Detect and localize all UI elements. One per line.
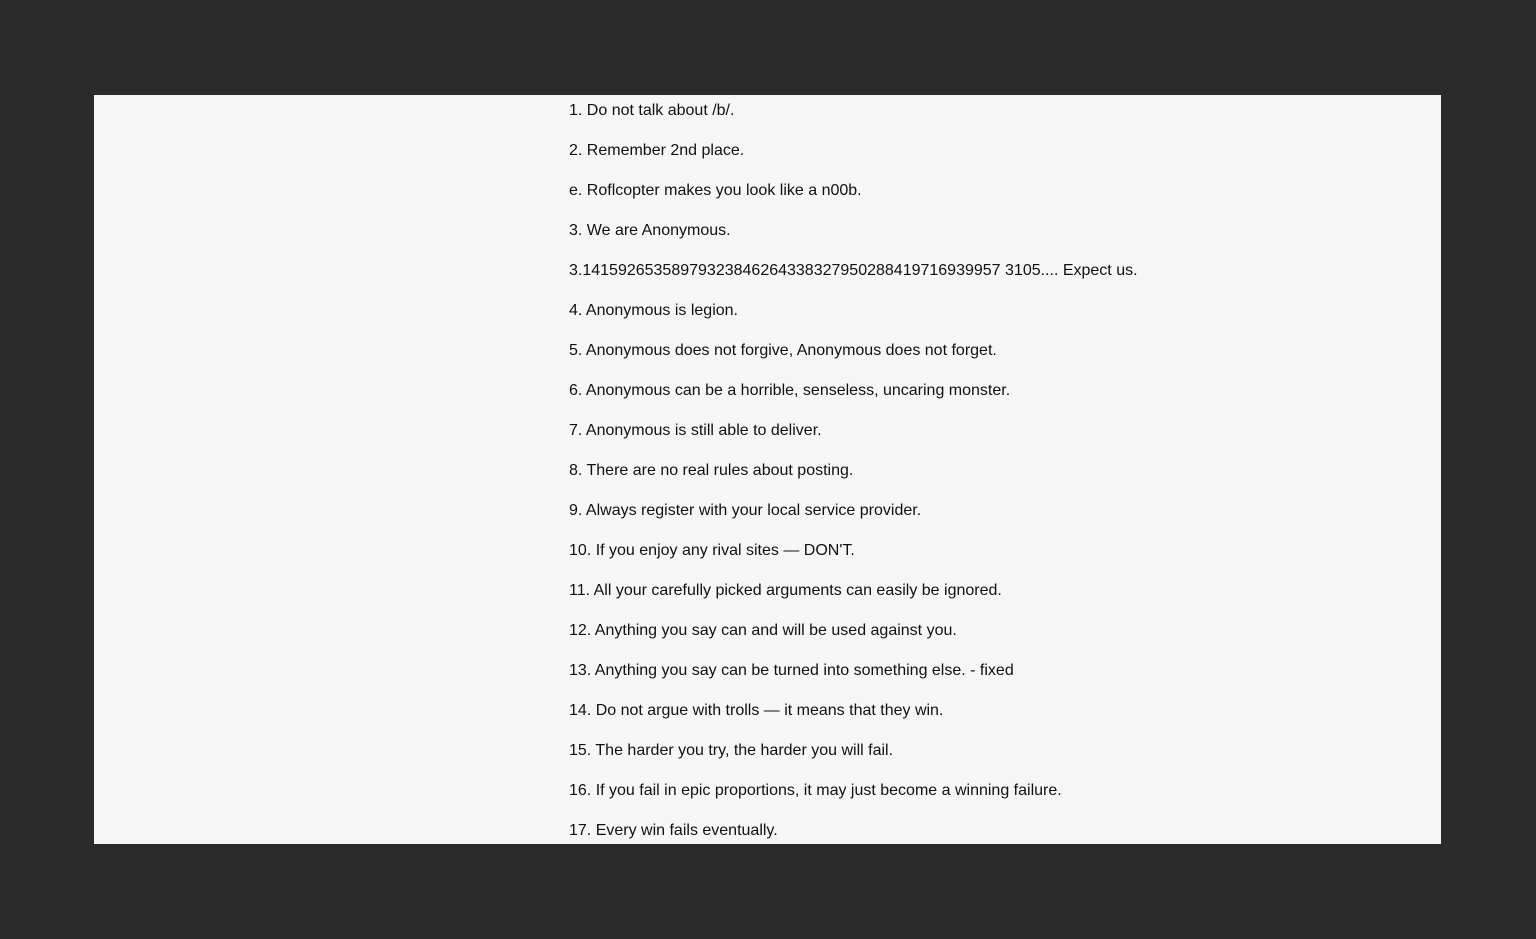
rule-item: 9. Always register with your local service provider. <box>569 502 922 519</box>
rule-item: 13. Anything you say can be turned into something else. - fixed <box>569 662 1014 679</box>
rule-item: 8. There are no real rules about posting. <box>569 462 854 479</box>
rule-item: 2. Remember 2nd place. <box>569 142 745 159</box>
rule-item: 4. Anonymous is legion. <box>569 302 738 319</box>
rule-item: 11. All your carefully picked arguments can easily be ignored. <box>569 582 1002 599</box>
rule-item: 16. If you fail in epic proportions, it may just become a winning failure. <box>569 782 1062 799</box>
rule-item: 10. If you enjoy any rival sites — DON'T. <box>569 542 855 559</box>
rule-item: 15. The harder you try, the harder you will fail. <box>569 742 894 759</box>
rule-item: 3. We are Anonymous. <box>569 222 731 239</box>
content-frame <box>94 95 1441 844</box>
rule-item: 6. Anonymous can be a horrible, senseless, uncaring monster. <box>569 382 1011 399</box>
rule-item: 5. Anonymous does not forgive, Anonymous does not forget. <box>569 342 997 359</box>
rule-item: 7. Anonymous is still able to deliver. <box>569 422 822 439</box>
rules-list <box>569 101 1138 844</box>
rule-item: 14. Do not argue with trolls — it means that they win. <box>569 702 944 719</box>
rule-item: 3.14159265358979323846264338327950288419716939957 3105.... Expect us. <box>569 262 1138 279</box>
rule-item: 1. Do not talk about /b/. <box>569 102 735 119</box>
rule-item: 17. Every win fails eventually. <box>569 822 778 839</box>
rule-item: e. Roflcopter makes you look like a n00b. <box>569 182 862 199</box>
rule-item: 12. Anything you say can and will be used against you. <box>569 622 957 639</box>
